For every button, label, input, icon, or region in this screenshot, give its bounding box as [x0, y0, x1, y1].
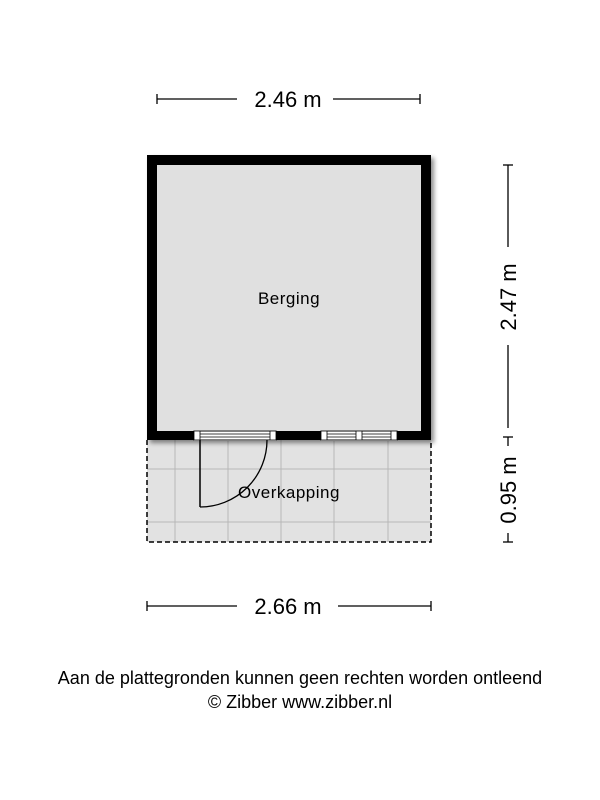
copyright-text: © Zibber www.zibber.nl: [207, 692, 393, 712]
right-upper-dimension-label: 2.47 m: [496, 263, 521, 331]
right-upper-dimension: [496, 165, 521, 428]
disclaimer-text: Aan de plattegronden kunnen geen rechten worden ontleend: [57, 668, 543, 688]
top-dimension-label: 2.46 m: [254, 87, 322, 112]
right-lower-dimension: [496, 437, 521, 542]
bottom-dimension: [147, 594, 431, 619]
top-dimension: [157, 87, 420, 112]
room-label-berging: Berging: [257, 289, 321, 308]
bottom-dimension-label: 2.66 m: [254, 594, 322, 619]
right-lower-dimension-label: 0.95 m: [496, 456, 521, 524]
door-opening: [194, 430, 276, 441]
room-label-overkapping: Overkapping: [238, 483, 340, 502]
window-opening: [321, 430, 397, 441]
